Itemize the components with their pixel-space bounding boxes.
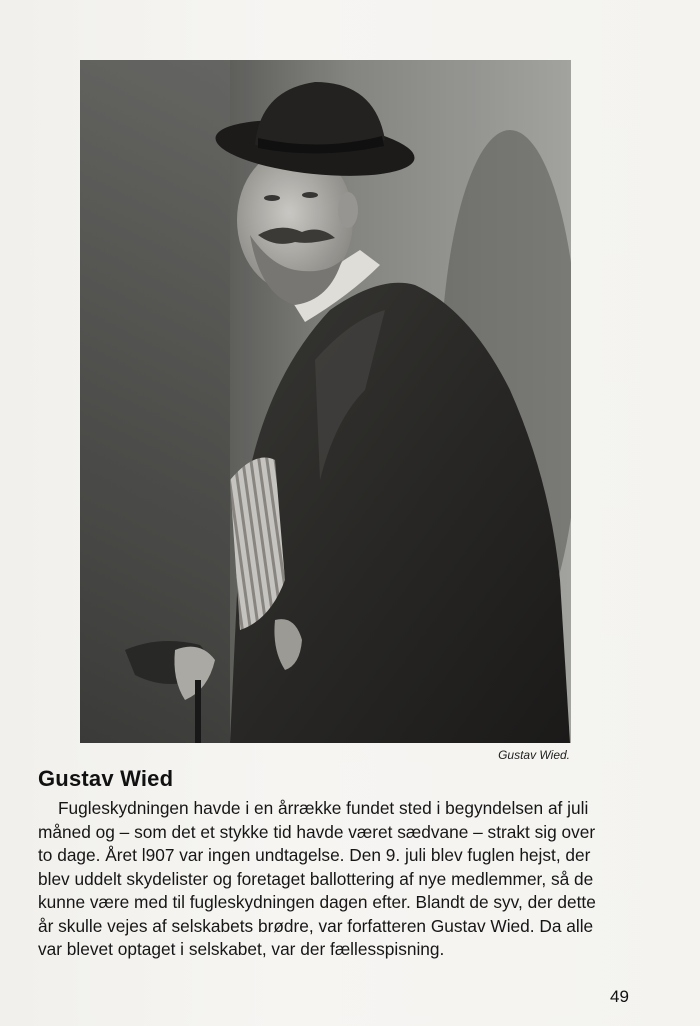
portrait-photo-icon xyxy=(80,60,571,743)
section-heading: Gustav Wied xyxy=(38,766,174,791)
page-number: 49 xyxy=(610,987,629,1006)
body-line: år skulle vejes af selskabets brødre, var forfatteren Gustav Wied. Da alle xyxy=(38,915,594,936)
body-line: kunne være med til fugleskydningen dagen efter. Blandt de syv, der dette xyxy=(38,892,596,912)
portrait-photo xyxy=(80,60,571,743)
body-line: måned og – som det et stykke tid havde været sædvane – strakt sig over xyxy=(38,821,596,842)
body-line: var blevet optaget i selskabet, var der fællesspisning. xyxy=(38,939,445,959)
body-line: to dage. Året l907 var ingen undtagelse. Den 9. juli blev fuglen hejst, der xyxy=(38,845,591,865)
body-line: Fugleskydningen havde i en årrække fundet sted i begyndelsen af juli xyxy=(58,798,589,818)
photo-caption: Gustav Wied. xyxy=(498,748,570,762)
body-line: blev uddelt skydelister og foretaget ballottering af nye medlemmer, så de xyxy=(38,868,594,889)
body-paragraph xyxy=(38,797,634,962)
